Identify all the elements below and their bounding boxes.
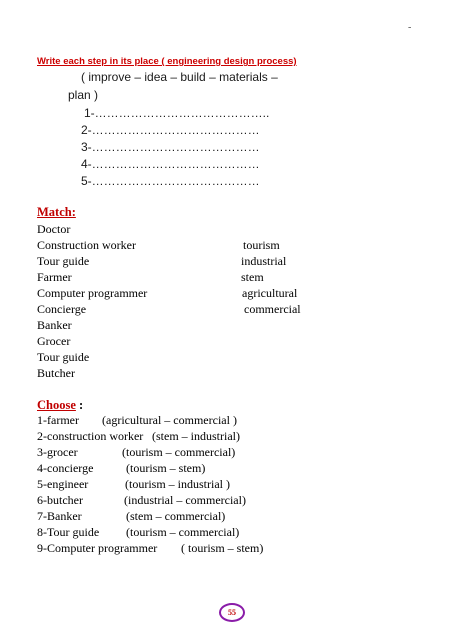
options-line-1: ( improve – idea – build – materials – xyxy=(81,70,278,84)
choose-job: 6-butcher xyxy=(37,493,83,507)
choose-heading: Choose xyxy=(37,398,76,412)
blank-line-5: 5-…………………………………… xyxy=(81,174,260,188)
choose-job: 3-grocer xyxy=(37,445,78,459)
choose-options: (agricultural – commercial ) xyxy=(102,413,237,427)
blank-line-2: 2-…………………………………… xyxy=(81,123,260,137)
match-right-item: commercial xyxy=(244,302,301,316)
match-right-item: stem xyxy=(241,270,264,284)
choose-options: (stem – industrial) xyxy=(152,429,240,443)
choose-job: 1-farmer xyxy=(37,413,79,427)
choose-job: 4-concierge xyxy=(37,461,94,475)
choose-job: 8-Tour guide xyxy=(37,525,100,539)
match-left-item: Doctor xyxy=(37,222,71,236)
choose-options: (tourism – commercial) xyxy=(122,445,236,459)
choose-job: 9-Computer programmer xyxy=(37,541,158,555)
match-left-item: Farmer xyxy=(37,270,72,284)
match-left-item: Tour guide xyxy=(37,254,90,268)
match-left-item: Concierge xyxy=(37,302,87,316)
choose-heading-row xyxy=(37,398,83,413)
corner-mark: - xyxy=(408,22,412,33)
page-number-badge xyxy=(219,603,245,622)
choose-options: (tourism – stem) xyxy=(126,461,206,475)
choose-options: (tourism – industrial ) xyxy=(125,477,230,491)
choose-job: 2-construction worker xyxy=(37,429,144,443)
blank-line-4: 4-…………………………………… xyxy=(81,157,260,171)
match-right-item: industrial xyxy=(241,254,287,268)
choose-job: 5-engineer xyxy=(37,477,89,491)
choose-heading-colon: : xyxy=(75,398,84,412)
choose-options: (stem – commercial) xyxy=(126,509,226,523)
match-left-item: Computer programmer xyxy=(37,286,148,300)
blank-line-3: 3-…………………………………… xyxy=(81,140,260,154)
match-heading: Match: xyxy=(37,205,76,219)
match-left-item: Butcher xyxy=(37,366,75,380)
match-right-item: agricultural xyxy=(242,286,298,300)
match-left-item: Banker xyxy=(37,318,72,332)
choose-options: (industrial – commercial) xyxy=(124,493,246,507)
choose-options: ( tourism – stem) xyxy=(181,541,264,555)
blank-line-1: 1-…………………………………….. xyxy=(84,106,270,120)
page-number: 55 xyxy=(228,608,236,617)
choose-job: 7-Banker xyxy=(37,509,82,523)
options-line-2: plan ) xyxy=(68,88,99,102)
match-right-item: tourism xyxy=(243,238,280,252)
match-left-item: Tour guide xyxy=(37,350,90,364)
match-left-item: Construction worker xyxy=(37,238,136,252)
match-left-item: Grocer xyxy=(37,334,71,348)
section1-title: Write each step in its place ( engineering design process) xyxy=(37,56,297,67)
choose-options: (tourism – commercial) xyxy=(126,525,240,539)
